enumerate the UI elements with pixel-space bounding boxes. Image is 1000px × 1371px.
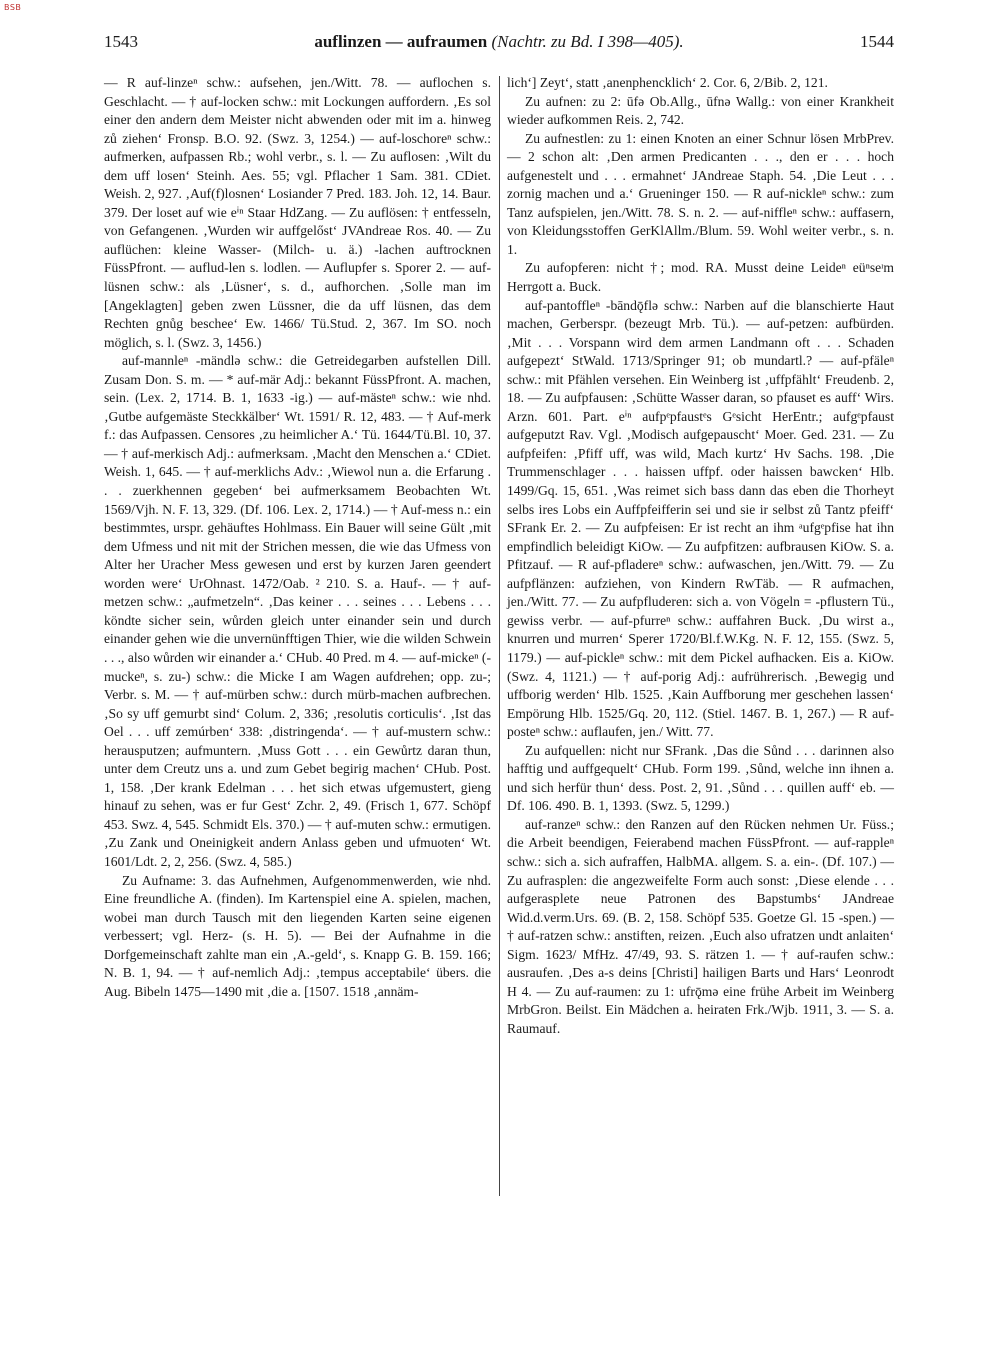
entry-aufmannlen-block: auf-mannleⁿ -mändlə schw.: die Getreidegarben aufstellen Dill. Zusam Don. S. m. — * auf-mär Adj.: bekannt FüssPfront. A. machen, sein. (Lex. 2, 1714. B. 1, 1633 -ig.) — auf-mästeⁿ schw.: wie nhd. ‚Gutbe aufgemäste Steckkälber‘ Wt. 1591/ R. 12, 483. — † Auf-merk f.: das Aufpassen. Censores ‚zu heimlicher A.‘ Tü. 1644/Tü.Bl. 10, 37. — † auf-merkisch Adj.: aufmerksam. ‚Macht den Menschen a.‘ CDiet. Weish. 1, 645. — † auf-merklichs Adv.: ‚Wiewol nun a. die Erfarung . . . zuerkhennen gegeben‘ bei aufmerksamem Beobachten Wt. 1569/Vjh. N. F. 13, 329. (Df. 106. Lex. 2, 1714.) — † Auf-mess n.: ein bestimmtes, urspr. gehäuftes Hohlmass. Ein Bauer will seine Gült ‚mit dem Ufmess und nit mit der Strichen messen, die wie das Ufmess von Alter her Uracher Mess gewesen und erst by kurzen Jaren geendert worden were‘ UrOhnast. 1472/Oab. ² 210. S. a. Hauf-. — † auf-metzen schw.: „aufmetzeln“. ‚Das keiner . . . seines . . . Lebens . . . köndte sicher sein, wůrden gleich unter einander sein und durch einander gehen wie die unvernünfftigen Thier, wie die wilden Schwein . . ., also wůrden wir einander a.‘ CHub. 40 Pred. m 4. — auf-mickeⁿ (-muckeⁿ, s. zu-) schw.: die Micke I am Wagen aufdrehen; opp. zu-; Verbr. s. M. — † auf-mürben schw.: durch mürb-machen aufbrechen. ‚So sy uff gemurbt sind‘ Colum. 2, 336; ‚resolutis corticulis‘. ‚Ist das Oel . . . uff zemúrben‘ 338: ‚distringenda‘. — † auf-mustern schw.: herausputzen; aufmuntern. ‚Muss Gott . . . ein Gewůrtz daran thun, unter dem Creutz uns a. und zum Gebet begirig machen‘ CHub. Post. 1, 158. ‚Der krank Edelman . . . het sich etwas ufgemustert, gieng hinauf zu sehen, was er fur Gest‘ Zchr. 2, 49. (Frisch 1, 677. Schöpf 453. Swz. 4, 545. Schmidt Els. 370.) — † auf-muten schw.: ermutigen. ‚Zu Zank und Oneinigkeit andern Anlass geben und ufmuoten‘ Wt. 1601/Ldt. 2, 2, 256. (Swz. 4, 585.): [104, 353, 491, 869]
running-head-reference: (Nachtr. zu Bd. I 398—405).: [491, 32, 684, 51]
entry-aufpantofflen-block: auf-pantoffleⁿ -bāndǭflə schw.: Narben auf die blanschierte Haut machen, Gerberspr. (bezeugt Mrb. Tü.). — auf-petzen: aufbürden. ‚Mit . . . Vorspann wird dem armen Landmann oft . . . Schaden aufgepezt‘ StWald. 1713/Springer 91; ob mundartl.? — auf-pfäleⁿ schw.: mit Pfählen versehen. Ein Weinberg ist ‚uffpfählt‘ Freudenb. 2, 18. — Zu aufpfausen: ‚Schütte Wasser daran, so pfauset es auff‘ Wirs. Arzn. 601. Part. eⁱⁿ aufpᵉpfaustᵉs Gᵉsicht HerEntr.; aufgᵉpfaust aufgeputzt Rav. Vgl. ‚Modisch aufgepauscht‘ Moer. Ged. 231. — Zu aufpfeifen: ‚Pfiff uff, was wild, Mach kurtz‘ Hv Sachs. 198. ‚Die Trummenschlager . . . haissen uffpf. oder haissen bawcken‘ Hlb. 1499/Gq. 15, 651. ‚Was reimet sich bass dann das eben die Thorheyt selbs ires Lobs ein Auffpfeifferin sei und sie ir selbst zů Tantz pfeiff‘ SFrank Er. 2. — Zu aufpfeisen: Er ist recht an ihm ᵃufgᵉpfise hat ihn empfindlich beleidigt KiOw. — Zu aufpfitzen: aufbrausen KiOw. S. a. Pfitzauf. — R auf-pfladereⁿ schw.: aufwaschen, jen./Witt. 79. — Zu aufpflänzen: aufziehen, von Kindern RwTäb. — R aufmachen, jen./Witt. 77. — Zu aufpfluderen: sich a. von Vögeln = -pflustern Tü., gewiss verbr. — auf-pfurreⁿ schw.: auffahren Buck. ‚Du wirst a., knurren und murren‘ Sperer 1720/Bl.f.W.Kg. N. F. 12, 155. (Swz. 5, 1179.) — auf-pickleⁿ schw.: mit dem Pickel aufhacken. Eis a. KiOw. (Swz. 4, 1121.) — † auf-porig Adj.: aufrührerisch. ‚Bewegig und uffborig werden‘ Hlb. 1525. ‚Kain Auffborung mer geschehen lassen‘ Empörung Hlb. 1525/Gq. 20, 112. (Stiel. 1467. B. 1, 267.) — R auf-posteⁿ schw.: auflaufen, jen./ Witt. 77.: [507, 297, 894, 740]
entry-aufnemlich-continuation: lich‘] Zeyt‘, statt ‚anenphencklich‘ 2. Cor. 6, 2/Bib. 2, 121.: [507, 75, 828, 90]
entry-auflinzen-block: — R auf-linzeⁿ schw.: aufsehen, jen./Witt. 78. — aufl͏ochen s. Geschlacht. — † auf-locken schw.: mit Lockungen auffordern. ‚Es sol einer den andern dem Meister nicht abwenden oder mit im a. hinweg zů ziehen‘ Fronsp. B.O. 92. (Swz. 3, 1254.) — auf-loschoreⁿ schw.: aufmerken, aufpassen Rb.; wohl verbr., s. l. — Zu auflosen: ‚Wilt du dem uff losen‘ Steinh. Aes. 55; vgl. Pflacher 1 Sam. 381. CDiet. Weish. 2, 927. ‚Auf(f)losnen‘ Losiander 7 Pred. 183. Joh. 12, 14. Baur. 379. Der loset auf wie eⁱⁿ Staar HdZang. — Zu auflösen: † entfesseln, von Gefangenen. ‚Wurden wir auffgelőst‘ JVAndreae Ros. 40. — Zu auflüchen: kleine Wasser- (Milch- u. ä.) -lachen auftrocknen FüssPfront. — auflud-len s. lodlen. — Auflupfer s. Sporer 2. — auf-lüsnen schw.: als ‚Lüsner‘, s. d., aufhorchen. ‚Solle man im [Angeklagten] geben zwen Lüssner, die da uff lüsnen, das dem Rechten gnůg bescheе‘ Ew. 1466/ Tü.Stud. 2, 367. Im SO. noch möglich, s. l. (Swz. 3, 1456.): [104, 75, 491, 350]
library-stamp: BSB: [4, 3, 22, 12]
page-number-right: 1544: [859, 32, 894, 51]
entry-aufopferen: Zu aufopferen: nicht †; mod. RA. Musst deine Leideⁿ eüⁿseᶦm Herrgott a. Buck.: [507, 260, 894, 295]
entry-aufquellen: Zu aufquellen: nicht nur SFrank. ‚Das die Sůnd . . . darinnen also hafftig und auffgequelt‘ CHub. Form 199. ‚Sůnd, welche inn ihnen a. und sich herfür thun‘ dess. Post. 2, 91. ‚Sůnd . . . quillen auff‘ eb. — Df. 106. 490. B. 1, 1393. (Swz. 5, 1299.): [507, 742, 894, 814]
right-column: [507, 74, 894, 1038]
entry-aufranzen-block: auf-ranzeⁿ schw.: den Ranzen auf den Rücken nehmen Ur. Füss.; die Arbeit beendigen, Feierabend machen FüssPfront. — auf-rappleⁿ schw.: sich a. sich aufraffen, HalbMA. allgem. S. a. ein-. (Df. 107.) — Zu aufrasplen: die angezweifelte Form auch sonst: ‚Diese elende . . . aufgerasplete neue Patronen des Bapstumbs‘ JAndreae Wid.d.verm.Urs. 69. (B. 2, 158. Schöpf 535. Goetze Gl. 15 -spen.) — † auf-ratzen schw.: anstiften, reizen. ‚Euch also ufratzen undt anlaiten‘ Sigm. 1623/ MfHz. 47/49, 93. S. rätzen 1. — † auf-raufen schw.: ausraufen. ‚Des a-s deins [Christi] hailigen Barts und Hars‘ Leonrodt H 4. — Zu auf-raumen: zu 1: ufrǭmə eine frühe Arbeit im Weinberg MrbGron. Beilst. Ein Mädchen a. heiraten Frk./Wjb. 1911, 3. — S. a. Raumauf.: [507, 816, 894, 1036]
entry-aufnestlen-block: Zu aufnestlen: zu 1: einen Knoten an einer Schnur lösen MrbPrev. — 2 schon alt: ‚Den armen Predicanten . . ., den er . . . hoch aufgenestelt und . . . ermahnet‘ JAndreae Staph. 54. ‚Die Leut . . . zornig machen und a.‘ Grueninger 150. — R auf-nickleⁿ schw.: zum Tanz aufspielen, jen./Witt. 78. S. n. 2. — auf-niffleⁿ schw.: auffasern, von Kleidungsstoffen GerKlAllm./Blum. 59. Wohl weiter verbr., s. n. 1.: [507, 130, 894, 257]
running-head-keywords: auflinzen — aufraumen: [314, 32, 488, 51]
page-header: [104, 32, 894, 60]
page-number-left: 1543: [104, 32, 138, 51]
entry-aufname-block: Zu Aufname: 3. das Aufnehmen, Aufgenommenwerden, wie nhd. Eine freundliche A. (finden). Im Kartenspiel eine A. spielen, machen, wobei man durch Tausch mit den liegenden Karten seine eigenen verbessert; vgl. Herz- (s. H. 5). — Bei der Aufnahme in die Dorfgemeinschaft zahlte man ein ‚A.-geld‘, s. Knapp G. B. 159. 166; N. B. 1, 94. — † auf-nemlich Adj.: ‚tempus acceptabile‘ übers. die Aug. Bibeln 1475—1490 mit ‚die a. [1507. 1518 ‚annäm-: [104, 872, 491, 999]
running-head: [314, 32, 683, 52]
column-divider: [499, 76, 500, 1196]
left-column: [104, 74, 491, 1001]
entry-aufnen: Zu aufnen: zu 2: ūfə Ob.Allg., ūfnə Wallg.: von einer Krankheit wieder aufkommen Reis. 2, 742.: [507, 93, 894, 128]
